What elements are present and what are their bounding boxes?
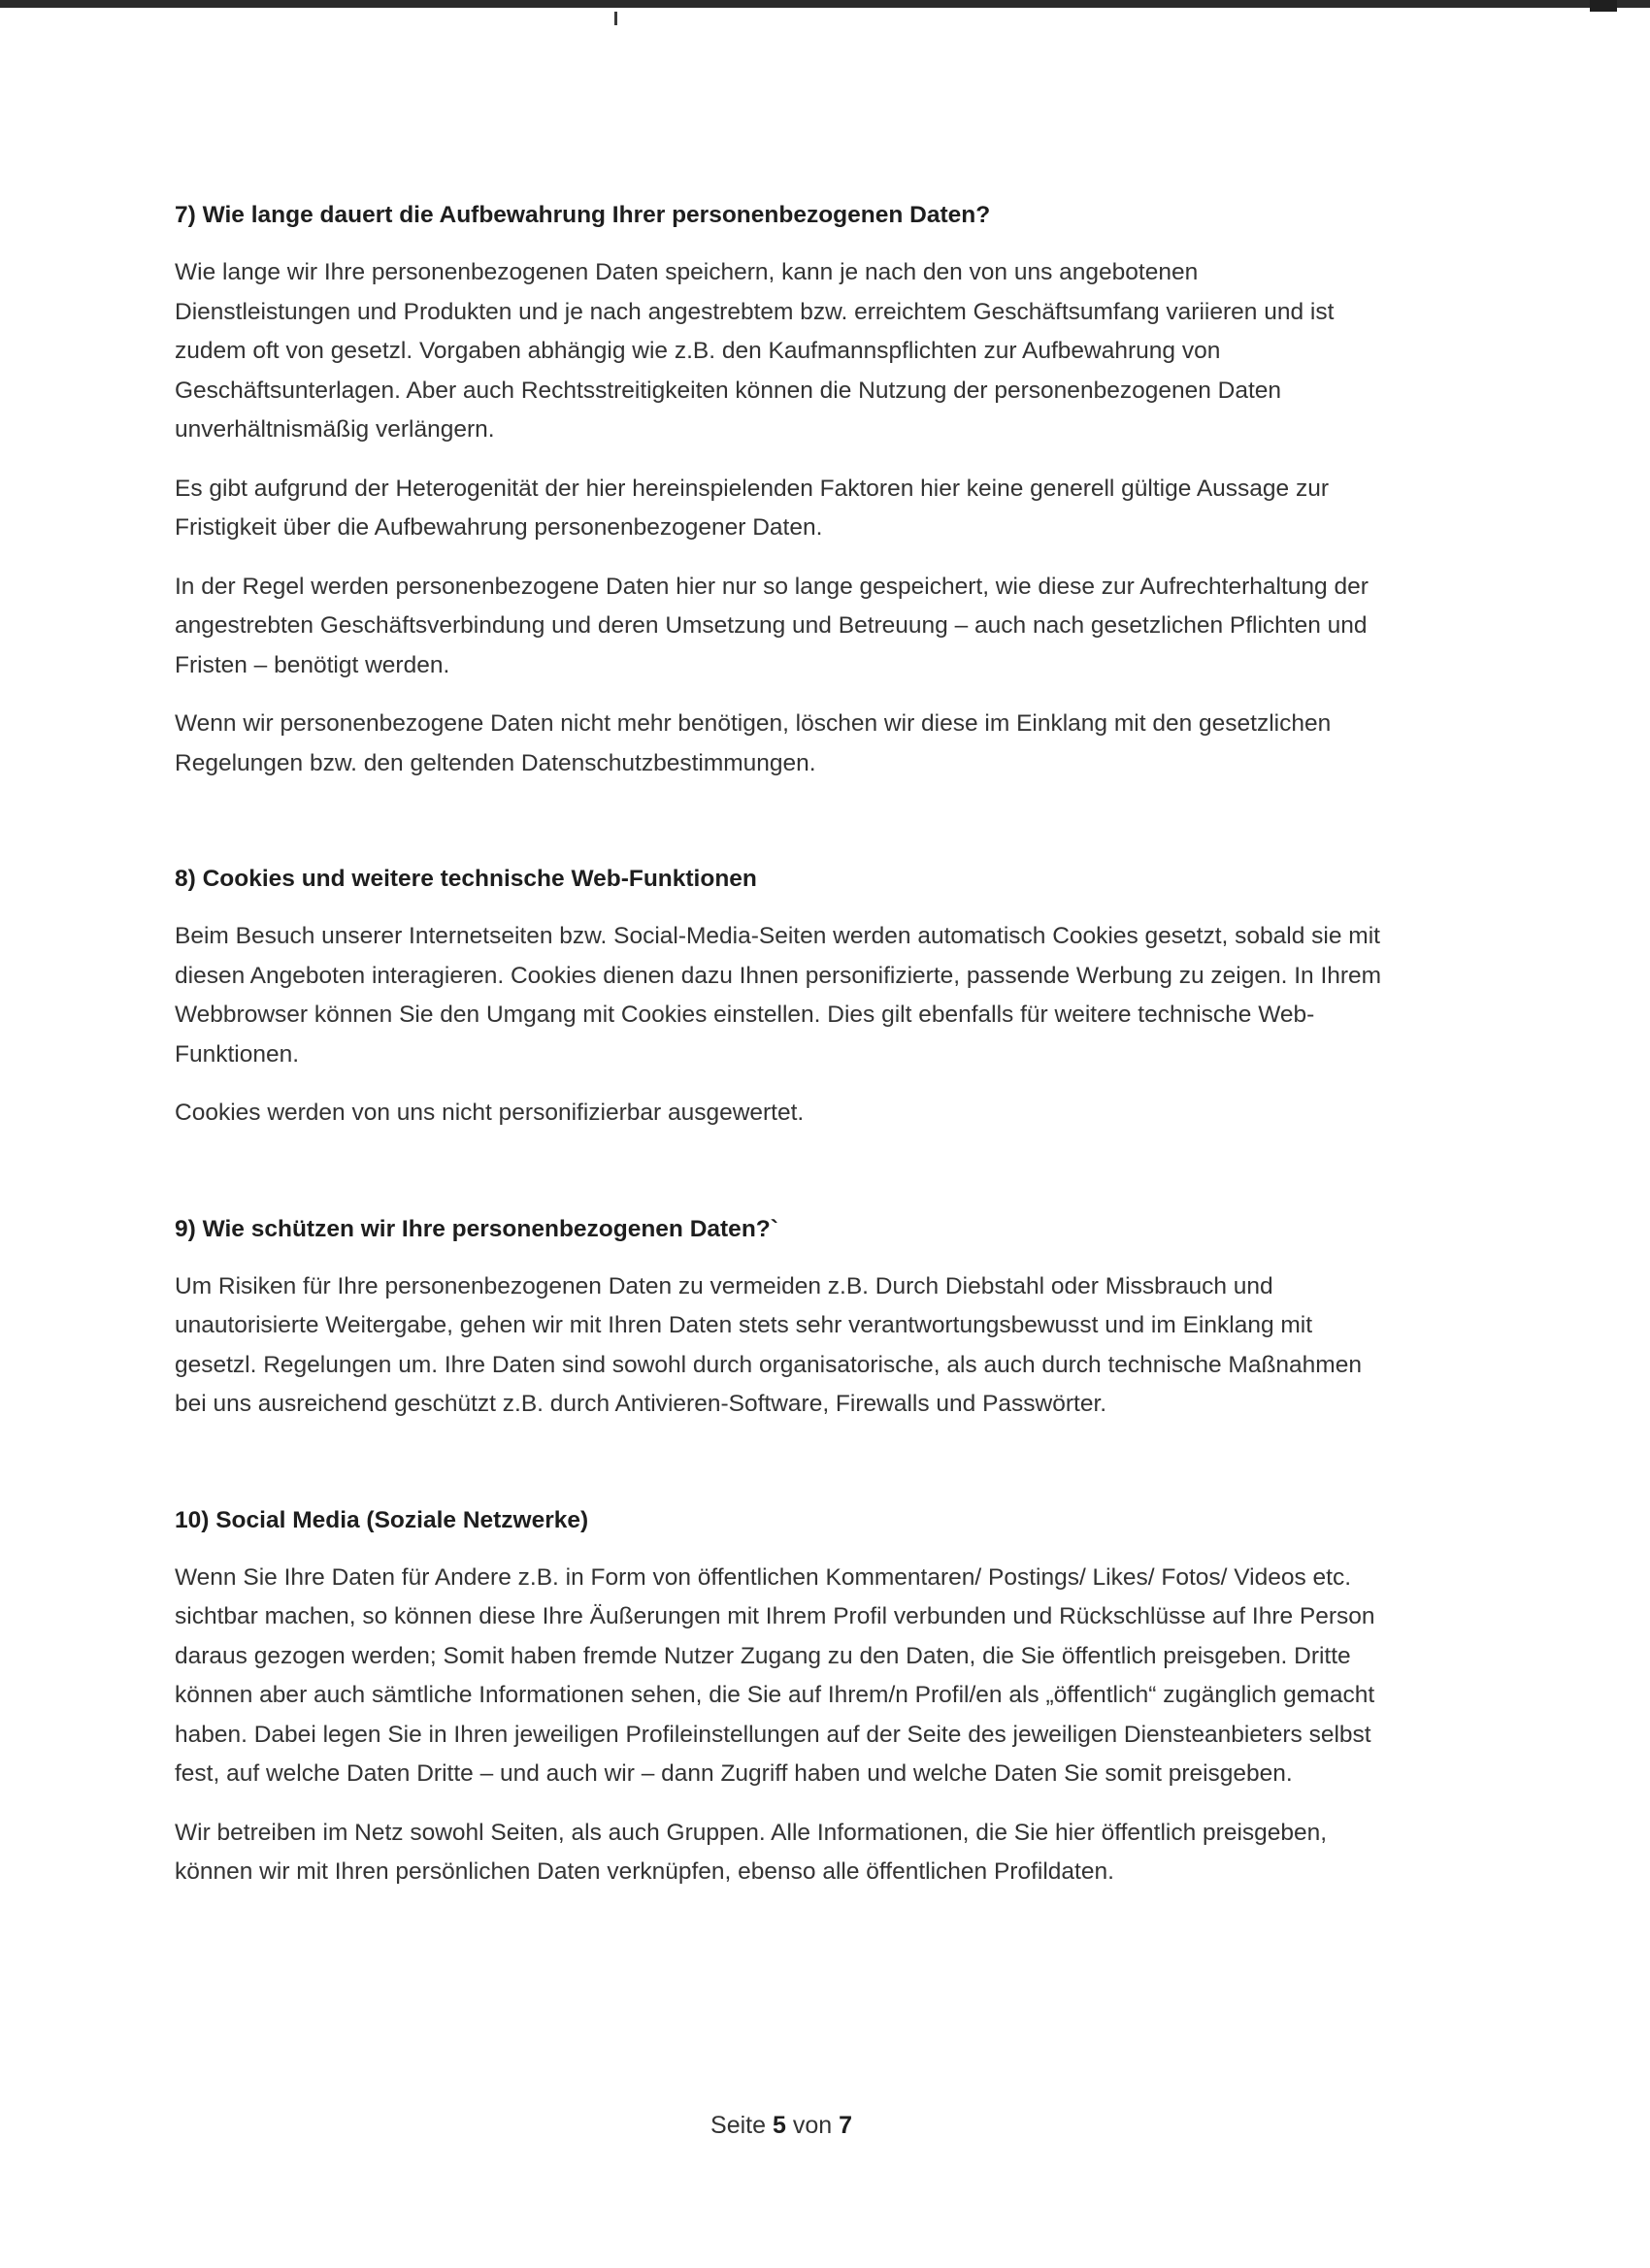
page-number (0, 2112, 1563, 2140)
scan-mark (614, 12, 617, 25)
paragraph: Cookies werden von uns nicht personifizierbar ausgewertet. (175, 1100, 805, 1126)
paragraph: Wir betreiben im Netz sowohl Seiten, als auch Gruppen. Alle Informationen, die Sie hier öffentlich preisgeben, können wir mit Ihren persönlichen Daten verknüpfen, ebenso alle öffentlichen Profildaten. (175, 1819, 1328, 1885)
section-heading: 9) Wie schützen wir Ihre personenbezogenen Daten?` (175, 1215, 778, 1242)
scan-corner-mark (1590, 0, 1617, 12)
paragraph: Um Risiken für Ihre personenbezogenen Daten zu vermeiden z.B. Durch Diebstahl oder Missbrauch und unautorisierte Weitergabe, gehen wir mit Ihren Daten stets sehr verantwortungsbewusst und im Einklang mit gesetzl. Regelungen um. Ihre Daten sind sowohl durch organisatorische, als auch durch technische Maßnahmen bei uns ausreichend geschützt z.B. durch Antivieren-Software, Firewalls und Passwörter. (175, 1272, 1362, 1417)
section-10 (175, 1504, 1398, 1892)
section-8 (175, 863, 1398, 1134)
page-prefix: Seite (710, 2112, 766, 2139)
page-current: 5 (772, 2112, 786, 2139)
section-7 (175, 199, 1398, 783)
paragraph: Wenn wir personenbezogene Daten nicht mehr benötigen, löschen wir diese im Einklang mit den gesetzlichen Regelungen bzw. den geltenden Datenschutzbestimmungen. (175, 710, 1332, 776)
document-body (175, 199, 1398, 1912)
section-heading: 7) Wie lange dauert die Aufbewahrung Ihrer personenbezogenen Daten? (175, 202, 991, 228)
scan-top-edge (0, 0, 1650, 8)
paragraph: In der Regel werden personenbezogene Daten hier nur so lange gespeichert, wie diese zur Aufrechterhaltung der angestrebten Geschäftsverbindung und deren Umsetzung und Betreuung – auch nach gesetzlichen Pflichten und Fristen – benötigt werden. (175, 573, 1369, 678)
page-separator: von (792, 2112, 833, 2139)
page-total: 7 (839, 2112, 852, 2139)
section-9 (175, 1213, 1398, 1425)
section-heading: 10) Social Media (Soziale Netzwerke) (175, 1506, 589, 1533)
section-heading: 8) Cookies und weitere technische Web-Funktionen (175, 866, 757, 892)
paragraph: Wie lange wir Ihre personenbezogenen Daten speichern, kann je nach den von uns angebotenen Dienstleistungen und Produkten und je nach angestrebtem bzw. erreichtem Geschäftsumfang variieren und ist zudem oft von gesetzl. Vorgaben abhängig wie z.B. den Kaufmannspflichten zur Aufbewahrung von Geschäftsunterlagen. Aber auch Rechtsstreitigkeiten können die Nutzung der personenbezogenen Daten unverhältnismäßig verlängern. (175, 259, 1335, 443)
paragraph: Beim Besuch unserer Internetseiten bzw. Social-Media-Seiten werden automatisch Cookies gesetzt, sobald sie mit diesen Angeboten interagieren. Cookies dienen dazu Ihnen personifizierte, passende Werbung zu zeigen. In Ihrem Webbrowser können Sie den Umgang mit Cookies einstellen. Dies gilt ebenfalls für weitere technische Web-Funktionen. (175, 923, 1382, 1068)
paragraph: Wenn Sie Ihre Daten für Andere z.B. in Form von öffentlichen Kommentaren/ Postings/ Likes/ Fotos/ Videos etc. sichtbar machen, so können diese Ihre Äußerungen mit Ihrem Profil verbunden und Rückschlüsse auf Ihre Person daraus gezogen werden; Somit haben fremde Nutzer Zugang zu den Daten, die Sie öffentlich preisgeben. Dritte können aber auch sämtliche Informationen sehen, die Sie auf Ihrem/n Profil/en als „öffentlich“ zugänglich gemacht haben. Dabei legen Sie in Ihren jeweiligen Profileinstellungen auf der Seite des jeweiligen Diensteanbieters selbst fest, auf welche Daten Dritte – und auch wir – dann Zugriff haben und welche Daten Sie somit preisgeben. (175, 1563, 1375, 1787)
paragraph: Es gibt aufgrund der Heterogenität der hier hereinspielenden Faktoren hier keine generell gültige Aussage zur Fristigkeit über die Aufbewahrung personenbezogener Daten. (175, 475, 1330, 541)
